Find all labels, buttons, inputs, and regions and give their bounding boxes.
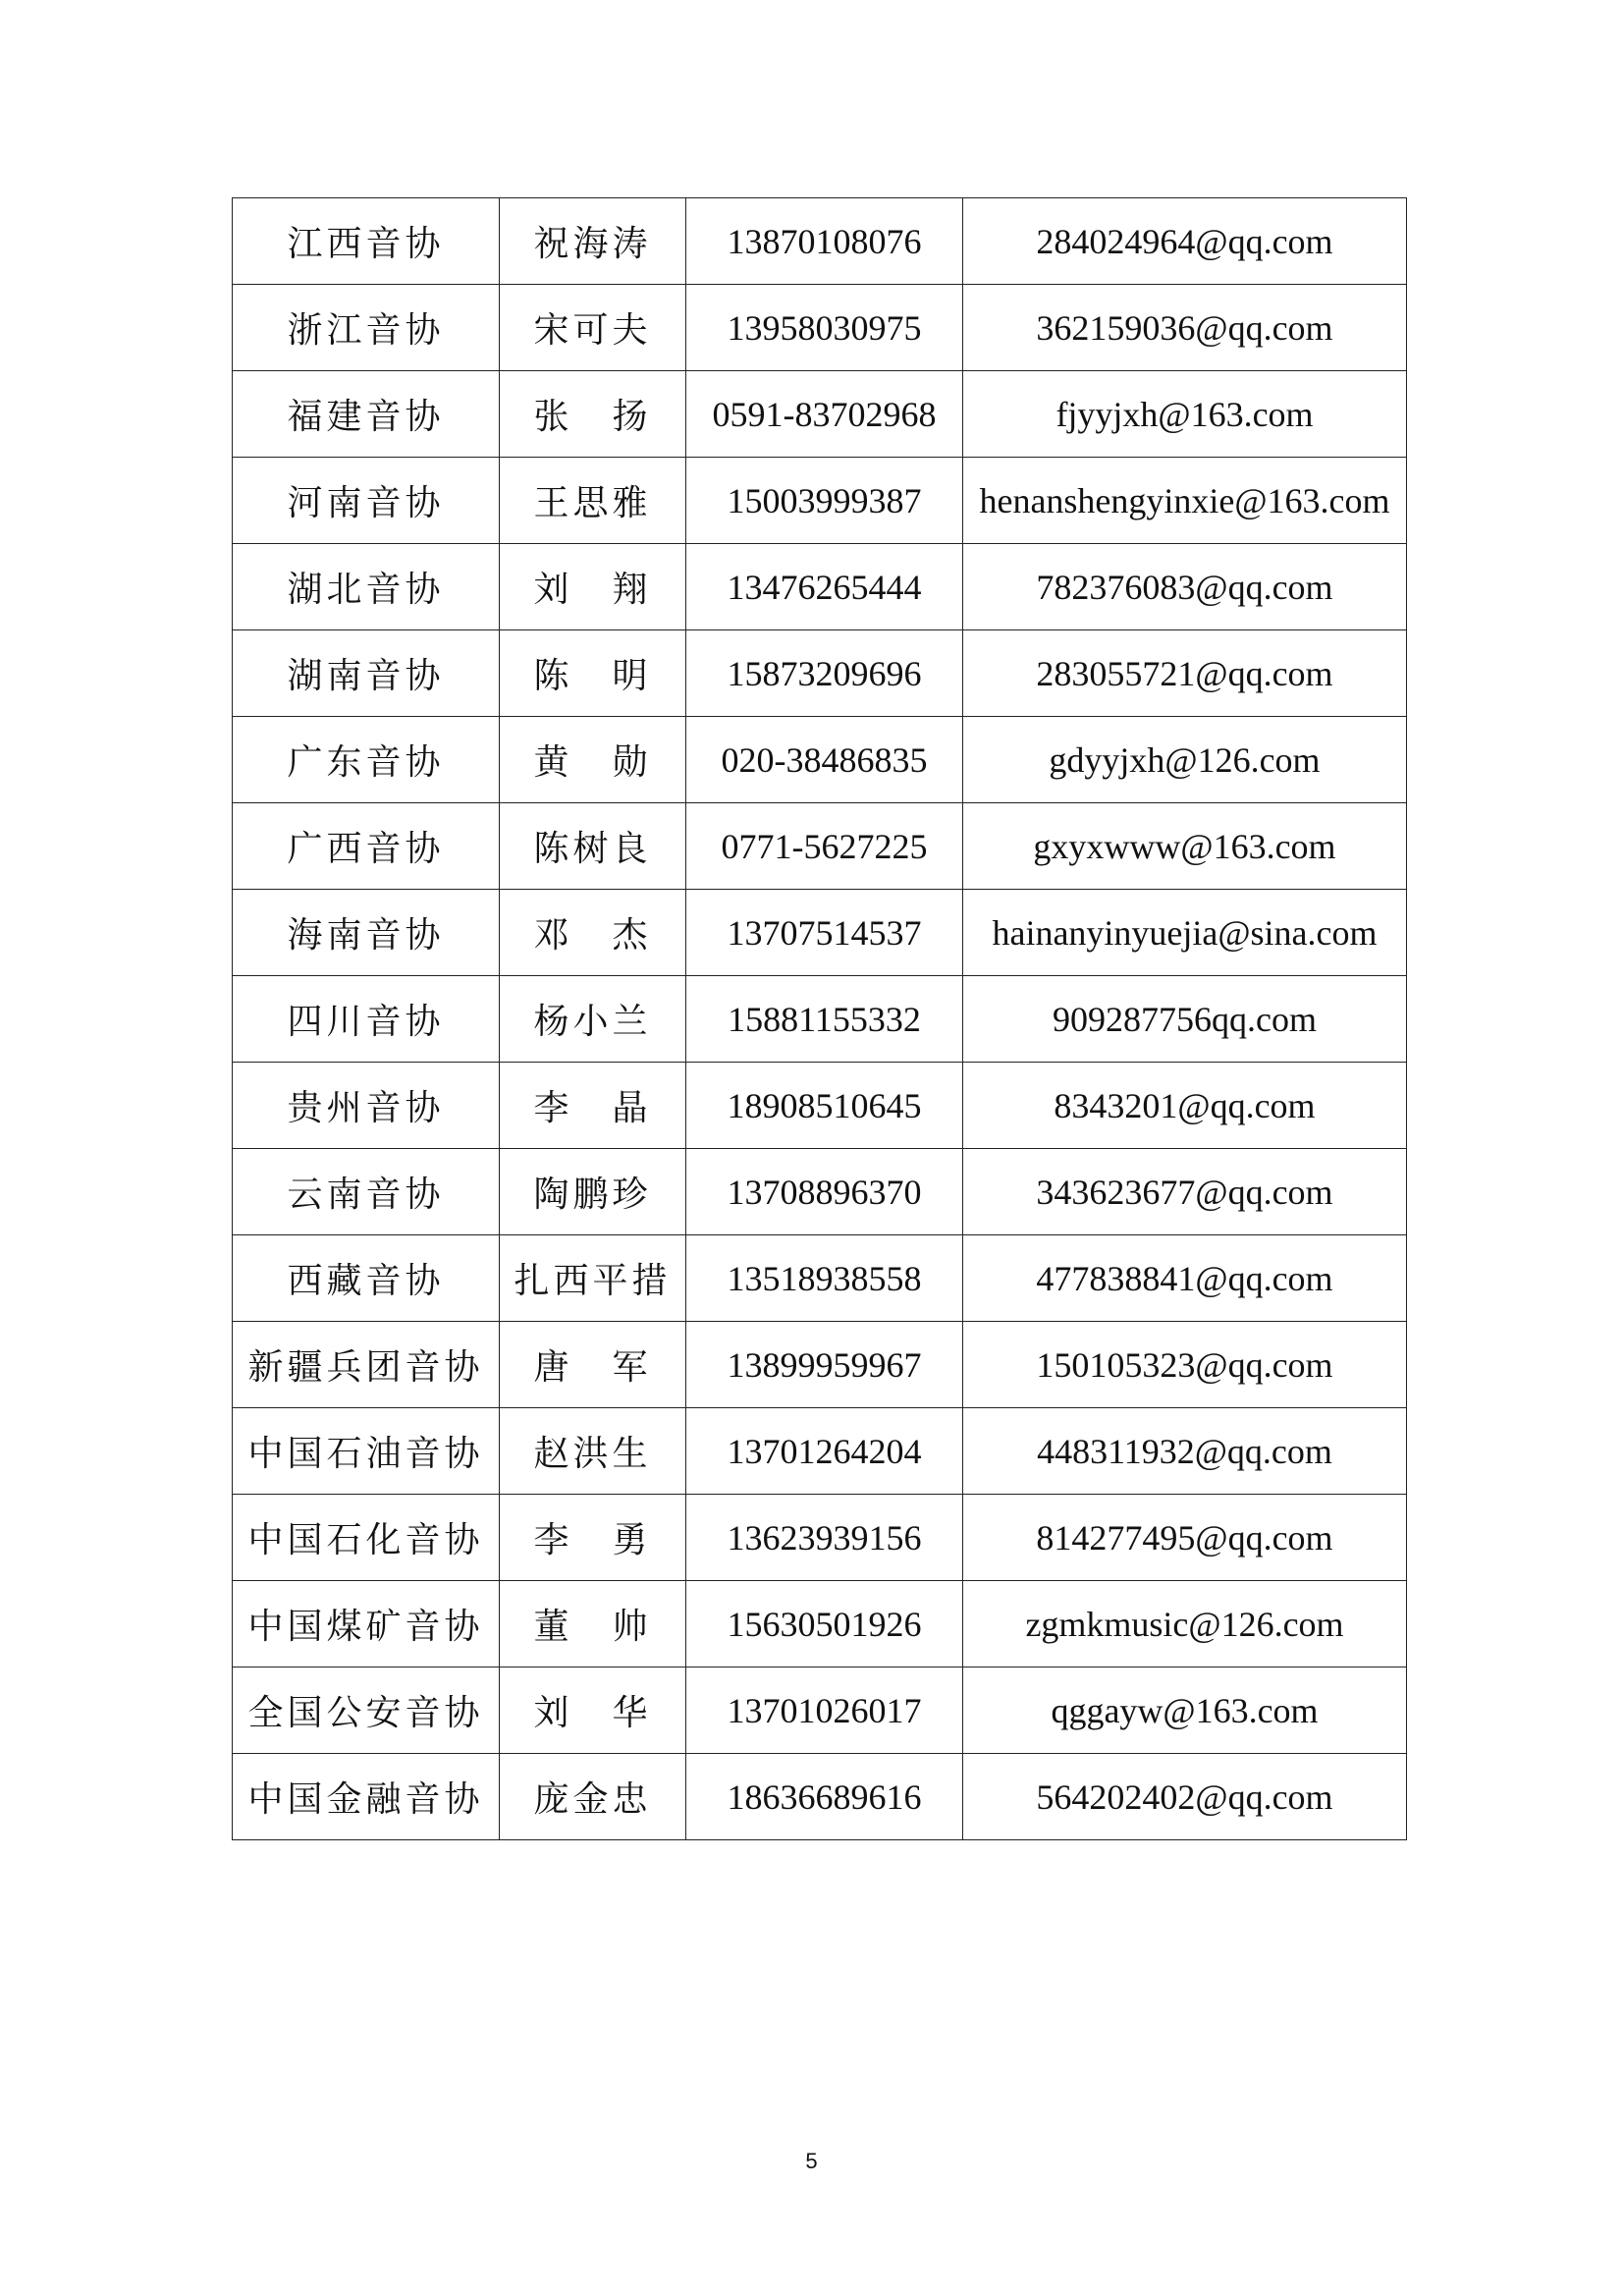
org-cell: 中国金融音协	[233, 1754, 500, 1840]
table-row	[233, 1667, 1407, 1754]
table-row	[233, 1754, 1407, 1840]
org-cell: 湖北音协	[233, 544, 500, 630]
email-cell: 343623677@qq.com	[963, 1149, 1407, 1235]
phone-cell: 13870108076	[686, 198, 963, 285]
phone-cell: 13623939156	[686, 1495, 963, 1581]
org-cell: 浙江音协	[233, 285, 500, 371]
page-number: 5	[805, 2149, 818, 2173]
contact-name-cell: 赵洪生	[500, 1408, 686, 1495]
table-row	[233, 717, 1407, 803]
org-cell: 广西音协	[233, 803, 500, 890]
phone-cell: 13899959967	[686, 1322, 963, 1408]
org-cell: 河南音协	[233, 458, 500, 544]
email-cell: 448311932@qq.com	[963, 1408, 1407, 1495]
table-row	[233, 544, 1407, 630]
email-cell: 564202402@qq.com	[963, 1754, 1407, 1840]
phone-cell: 18636689616	[686, 1754, 963, 1840]
org-cell: 江西音协	[233, 198, 500, 285]
contact-name-cell: 王思雅	[500, 458, 686, 544]
contact-name-cell: 唐 军	[500, 1322, 686, 1408]
org-cell: 中国石油音协	[233, 1408, 500, 1495]
contact-name-cell: 宋可夫	[500, 285, 686, 371]
contact-name-cell: 杨小兰	[500, 976, 686, 1063]
contacts-table	[232, 197, 1407, 1840]
table-row	[233, 890, 1407, 976]
phone-cell: 0771-5627225	[686, 803, 963, 890]
contact-name-cell: 李 勇	[500, 1495, 686, 1581]
phone-cell: 15873209696	[686, 630, 963, 717]
email-cell: 477838841@qq.com	[963, 1235, 1407, 1322]
table-row	[233, 371, 1407, 458]
table-row	[233, 630, 1407, 717]
contact-name-cell: 祝海涛	[500, 198, 686, 285]
phone-cell: 15630501926	[686, 1581, 963, 1667]
table-row	[233, 1495, 1407, 1581]
org-cell: 中国石化音协	[233, 1495, 500, 1581]
contact-name-cell: 陈树良	[500, 803, 686, 890]
org-cell: 中国煤矿音协	[233, 1581, 500, 1667]
phone-cell: 13518938558	[686, 1235, 963, 1322]
table-row	[233, 1149, 1407, 1235]
email-cell: 814277495@qq.com	[963, 1495, 1407, 1581]
table-row	[233, 803, 1407, 890]
table-row	[233, 285, 1407, 371]
table-row	[233, 1235, 1407, 1322]
contact-name-cell: 扎西平措	[500, 1235, 686, 1322]
contact-name-cell: 董 帅	[500, 1581, 686, 1667]
phone-cell: 18908510645	[686, 1063, 963, 1149]
email-cell: fjyyjxh@163.com	[963, 371, 1407, 458]
email-cell: 362159036@qq.com	[963, 285, 1407, 371]
table-row	[233, 458, 1407, 544]
phone-cell: 13701026017	[686, 1667, 963, 1754]
email-cell: hainanyinyuejia@sina.com	[963, 890, 1407, 976]
phone-cell: 0591-83702968	[686, 371, 963, 458]
org-cell: 四川音协	[233, 976, 500, 1063]
contact-name-cell: 李 晶	[500, 1063, 686, 1149]
org-cell: 全国公安音协	[233, 1667, 500, 1754]
email-cell: 284024964@qq.com	[963, 198, 1407, 285]
email-cell: 150105323@qq.com	[963, 1322, 1407, 1408]
phone-cell: 13707514537	[686, 890, 963, 976]
email-cell: qggayw@163.com	[963, 1667, 1407, 1754]
phone-cell: 15881155332	[686, 976, 963, 1063]
email-cell: 782376083@qq.com	[963, 544, 1407, 630]
email-cell: gxyxwww@163.com	[963, 803, 1407, 890]
contact-name-cell: 陶鹏珍	[500, 1149, 686, 1235]
contact-name-cell: 张 扬	[500, 371, 686, 458]
org-cell: 贵州音协	[233, 1063, 500, 1149]
org-cell: 福建音协	[233, 371, 500, 458]
contact-name-cell: 刘 翔	[500, 544, 686, 630]
contact-name-cell: 邓 杰	[500, 890, 686, 976]
table-row	[233, 1408, 1407, 1495]
email-cell: 8343201@qq.com	[963, 1063, 1407, 1149]
contacts-table-body	[233, 198, 1407, 1840]
contact-name-cell: 庞金忠	[500, 1754, 686, 1840]
table-row	[233, 1063, 1407, 1149]
org-cell: 湖南音协	[233, 630, 500, 717]
table-row	[233, 198, 1407, 285]
phone-cell: 13708896370	[686, 1149, 963, 1235]
email-cell: henanshengyinxie@163.com	[963, 458, 1407, 544]
email-cell: 909287756qq.com	[963, 976, 1407, 1063]
org-cell: 西藏音协	[233, 1235, 500, 1322]
org-cell: 云南音协	[233, 1149, 500, 1235]
table-row	[233, 976, 1407, 1063]
phone-cell: 13958030975	[686, 285, 963, 371]
org-cell: 海南音协	[233, 890, 500, 976]
phone-cell: 13476265444	[686, 544, 963, 630]
contact-name-cell: 陈 明	[500, 630, 686, 717]
email-cell: gdyyjxh@126.com	[963, 717, 1407, 803]
table-row	[233, 1322, 1407, 1408]
email-cell: zgmkmusic@126.com	[963, 1581, 1407, 1667]
table-row	[233, 1581, 1407, 1667]
contact-name-cell: 刘 华	[500, 1667, 686, 1754]
contact-name-cell: 黄 勋	[500, 717, 686, 803]
phone-cell: 020-38486835	[686, 717, 963, 803]
org-cell: 新疆兵团音协	[233, 1322, 500, 1408]
org-cell: 广东音协	[233, 717, 500, 803]
email-cell: 283055721@qq.com	[963, 630, 1407, 717]
phone-cell: 15003999387	[686, 458, 963, 544]
phone-cell: 13701264204	[686, 1408, 963, 1495]
